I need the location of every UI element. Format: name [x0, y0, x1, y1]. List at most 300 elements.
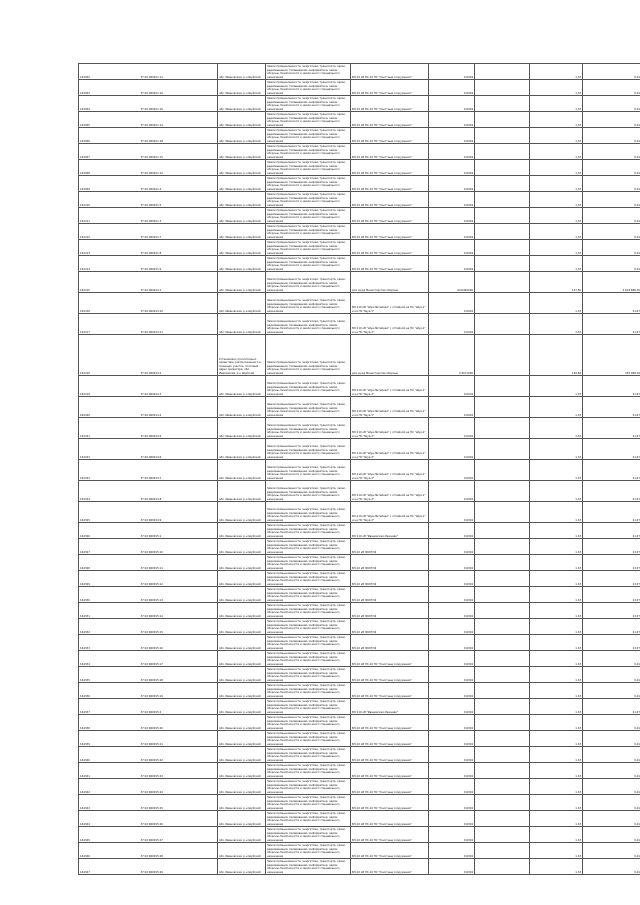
permitted-use: ВЛ-10 кВ ПС-10 ПС "Очистные сооружения"	[351, 715, 429, 731]
permitted-use: ВЛ-10 кВ ПС-10 ПС "Очистные сооружения"	[351, 843, 429, 859]
table-row	[79, 64, 640, 80]
permitted-use: ВЛ-10 кВ ПС-10 ПС "Очистные сооружения"	[351, 667, 429, 683]
value-3: 21,67	[583, 460, 640, 481]
value-1	[475, 731, 530, 747]
area: 0,0004	[429, 683, 475, 699]
permitted-use: ВЛ-10 кВ ПС-10 ПС "Очистные сооружения"	[351, 779, 429, 795]
table-row	[79, 397, 640, 418]
permitted-use: ВЛ-110 кВ "Шуя-Литейная" с отпайкой на ПС "Шуя-1" и на ПС "Шуя-3"	[351, 418, 429, 439]
address: обл. Ивановская, р-н Шуйский	[218, 555, 266, 571]
area: 0,0004	[429, 667, 475, 683]
value-1	[475, 160, 530, 176]
permitted-use: ВЛ-10 кВ ПС-10 ПС "Очистные сооружения"	[351, 827, 429, 843]
value-3: 0,01	[583, 715, 640, 731]
value-2: 1,33	[530, 256, 583, 272]
value-1	[475, 80, 530, 96]
land-category: Земли промышленности, энергетики, транспорта, связи, радиовещания, телевидения, информатики, земли обороны, безопасности и земли иного специального назначения	[266, 619, 351, 635]
address: обл. Ивановская, р-н Шуйский	[218, 667, 266, 683]
cadastral-number: 37:20:060911:12	[140, 160, 218, 176]
value-1	[475, 256, 530, 272]
row-id: 164340	[79, 747, 140, 763]
row-id: 164305	[79, 112, 140, 128]
land-category: Земли промышленности, энергетики, транспорта, связи, радиовещания, телевидения, информатики, земли обороны, безопасности и земли иного специального назначения	[266, 481, 351, 502]
cadastral-number: 37:20:060915:21	[140, 731, 218, 747]
area: 0,0004	[429, 96, 475, 112]
value-3: 21,67	[583, 397, 640, 418]
row-id: 164327	[79, 539, 140, 555]
value-1	[475, 587, 530, 603]
cadastral-number: 37:20:060911:18	[140, 128, 218, 144]
table-row	[79, 376, 640, 397]
table-row	[79, 439, 640, 460]
value-1	[475, 795, 530, 811]
permitted-use: ВЛ-110 кВ "Шуя-Литейная" с отпайкой на ПС "Шуя-1" и на ПС "Шуя-3"	[351, 376, 429, 397]
address: обл. Ивановская, р-н Шуйский	[218, 635, 266, 651]
value-2: 1,33	[530, 795, 583, 811]
area: 0,0004	[429, 795, 475, 811]
value-3: 13,57	[583, 555, 640, 571]
row-id: 164347	[79, 859, 140, 875]
cadastral-number: 37:20:060915:24	[140, 779, 218, 795]
permitted-use: ВЛ-110 кВ "Шуя-Литейная" с отпайкой на ПС "Шуя-1" и на ПС "Шуя-3"	[351, 439, 429, 460]
table-row	[79, 523, 640, 539]
table-row	[79, 571, 640, 587]
value-2: 1,33	[530, 192, 583, 208]
table-row	[79, 827, 640, 843]
value-1	[475, 335, 530, 376]
value-2: 1,33	[530, 128, 583, 144]
value-1	[475, 683, 530, 699]
table-row	[79, 112, 640, 128]
area: 0,0004	[429, 539, 475, 555]
address: обл. Ивановская, р-н Шуйский	[218, 859, 266, 875]
address: обл. Ивановская, р-н Шуйский	[218, 80, 266, 96]
cadastral-number: 37:20:060914:10	[140, 293, 218, 314]
row-id: 164307	[79, 144, 140, 160]
address: обл. Ивановская, р-н Шуйский	[218, 224, 266, 240]
table-row	[79, 460, 640, 481]
row-id: 164346	[79, 843, 140, 859]
cadastral-number: 37:20:060915:18	[140, 667, 218, 683]
land-category: Земли промышленности, энергетики, транспорта, связи, радиовещания, телевидения, информатики, земли обороны, безопасности и земли иного специального назначения	[266, 811, 351, 827]
area: 0,0004	[429, 128, 475, 144]
area: 0,0004	[429, 293, 475, 314]
value-3: 0,01	[583, 144, 640, 160]
permitted-use: ВЛ-10 кВ ПС-10 ПС "Очистные сооружения"	[351, 256, 429, 272]
value-2: 1,33	[530, 747, 583, 763]
table-row	[79, 272, 640, 293]
value-3: 355 998,04	[583, 335, 640, 376]
value-3: 0,01	[583, 811, 640, 827]
row-id: 164336	[79, 683, 140, 699]
land-category: Земли промышленности, энергетики, транспорта, связи, радиовещания, телевидения, информатики, земли обороны, безопасности и земли иного специального назначения	[266, 439, 351, 460]
row-id: 164302	[79, 64, 140, 80]
table-row	[79, 843, 640, 859]
area: 0,0004	[429, 715, 475, 731]
value-1	[475, 747, 530, 763]
value-3: 0,01	[583, 651, 640, 667]
area: 0,0004	[429, 603, 475, 619]
value-2: 137,56	[530, 272, 583, 293]
permitted-use: ВЛ-10 кВ Ф607/34	[351, 539, 429, 555]
cadastral-table	[78, 63, 640, 875]
address: обл. Ивановская, р-н Шуйский	[218, 747, 266, 763]
value-2: 1,33	[530, 843, 583, 859]
cadastral-number: 37:20:060915:2	[140, 699, 218, 715]
value-2: 1,33	[530, 667, 583, 683]
cadastral-number: 37:20:060915:25	[140, 795, 218, 811]
value-1	[475, 811, 530, 827]
address: обл. Ивановская, р-н Шуйский	[218, 439, 266, 460]
value-1	[475, 843, 530, 859]
land-category: Земли промышленности, энергетики, транспорта, связи, радиовещания, телевидения, информатики, земли обороны, безопасности и земли иного специального назначения	[266, 96, 351, 112]
cadastral-number: 37:20:060914:6	[140, 439, 218, 460]
permitted-use: ВЛ-10 кВ ПС-10 ПС "Очистные сооружения"	[351, 64, 429, 80]
value-3: 0,01	[583, 859, 640, 875]
land-category: Земли промышленности, энергетики, транспорта, связи, радиовещания, телевидения, информатики, земли обороны, безопасности и земли иного специального назначения	[266, 539, 351, 555]
value-1	[475, 96, 530, 112]
value-2: 1,33	[530, 779, 583, 795]
row-id: 164318	[79, 335, 140, 376]
value-1	[475, 539, 530, 555]
land-category: Земли промышленности, энергетики, транспорта, связи, радиовещания, телевидения, информатики, земли обороны, безопасности и земли иного специального назначения	[266, 795, 351, 811]
address: обл. Ивановская, р-н Шуйский	[218, 481, 266, 502]
value-1	[475, 619, 530, 635]
value-2: 1,33	[530, 64, 583, 80]
value-2: 1,33	[530, 160, 583, 176]
row-id: 164304	[79, 96, 140, 112]
row-id: 164328	[79, 555, 140, 571]
cadastral-number: 37:20:060915:12	[140, 571, 218, 587]
value-1	[475, 667, 530, 683]
area: 0,0004	[429, 699, 475, 715]
area: 0,0004	[429, 176, 475, 192]
row-id: 164321	[79, 418, 140, 439]
value-2: 1,33	[530, 811, 583, 827]
value-3: 0,01	[583, 160, 640, 176]
cadastral-number: 37:20:060915:22	[140, 747, 218, 763]
land-category: Земли промышленности, энергетики, транспорта, связи, радиовещания, телевидения, информатики, земли обороны, безопасности и земли иного специального назначения	[266, 240, 351, 256]
address: обл. Ивановская, р-н Шуйский	[218, 272, 266, 293]
table-row	[79, 635, 640, 651]
permitted-use: ВЛ-10 кВ ПС-10 ПС "Очистные сооружения"	[351, 112, 429, 128]
row-id: 164320	[79, 397, 140, 418]
cadastral-number: 37:20:060915:17	[140, 651, 218, 667]
cadastral-number: 37:20:060911:8	[140, 240, 218, 256]
value-3: 0,01	[583, 256, 640, 272]
row-id: 164315	[79, 272, 140, 293]
value-1	[475, 699, 530, 715]
area: 0,0004	[429, 80, 475, 96]
permitted-use: для нужд Министерства обороны	[351, 335, 429, 376]
permitted-use: ВЛ-10 кВ ПС-10 ПС "Очистные сооружения"	[351, 683, 429, 699]
value-3: 0,01	[583, 128, 640, 144]
row-id: 164317	[79, 314, 140, 335]
permitted-use: ВЛ-110 кВ "Шуя-Литейная" с отпайкой на ПС "Шуя-1" и на ПС "Шуя-3"	[351, 293, 429, 314]
table-row	[79, 859, 640, 875]
cadastral-number: 37:20:060915:27	[140, 827, 218, 843]
value-3: 13,57	[583, 571, 640, 587]
address: обл. Ивановская, р-н Шуйский	[218, 64, 266, 80]
value-3: 0,01	[583, 224, 640, 240]
value-2: 1,33	[530, 683, 583, 699]
row-id: 164343	[79, 795, 140, 811]
table-row	[79, 763, 640, 779]
value-2: 1,33	[530, 763, 583, 779]
value-3: 21,67	[583, 523, 640, 539]
value-2: 1,33	[530, 96, 583, 112]
address: обл. Ивановская, р-н Шуйский	[218, 192, 266, 208]
permitted-use: ВЛ-10 кВ ПС-10 ПС "Очистные сооружения"	[351, 763, 429, 779]
address: обл. Ивановская, р-н Шуйский	[218, 683, 266, 699]
area: 0,0004	[429, 460, 475, 481]
land-category: Земли промышленности, энергетики, транспорта, связи, радиовещания, телевидения, информатики, земли обороны, безопасности и земли иного специального назначения	[266, 293, 351, 314]
land-category: Земли промышленности, энергетики, транспорта, связи, радиовещания, телевидения, информатики, земли обороны, безопасности и земли иного специального назначения	[266, 335, 351, 376]
value-2: 1,33	[530, 523, 583, 539]
value-1	[475, 128, 530, 144]
area: 0,0004	[429, 571, 475, 587]
table-row	[79, 128, 640, 144]
land-category: Земли промышленности, энергетики, транспорта, связи, радиовещания, телевидения, информатики, земли обороны, безопасности и земли иного специального назначения	[266, 555, 351, 571]
table-row	[79, 224, 640, 240]
row-id: 164323	[79, 460, 140, 481]
address: обл. Ивановская, р-н Шуйский	[218, 715, 266, 731]
area: 0,0004	[429, 439, 475, 460]
row-id: 164324	[79, 481, 140, 502]
address: обл. Ивановская, р-н Шуйский	[218, 160, 266, 176]
permitted-use: ВЛ-10 кВ ПС-10 ПС "Очистные сооружения"	[351, 192, 429, 208]
value-2: 1,33	[530, 418, 583, 439]
land-category: Земли промышленности, энергетики, транспорта, связи, радиовещания, телевидения, информатики, земли обороны, безопасности и земли иного специального назначения	[266, 418, 351, 439]
cadastral-number: 37:20:060915:28	[140, 843, 218, 859]
address: обл. Ивановская, р-н Шуйский	[218, 314, 266, 335]
area: 0,0004	[429, 256, 475, 272]
cadastral-number: 37:20:060915:14	[140, 603, 218, 619]
row-id: 164341	[79, 763, 140, 779]
value-1	[475, 651, 530, 667]
value-1	[475, 272, 530, 293]
area: 0,0004	[429, 619, 475, 635]
row-id: 164313	[79, 240, 140, 256]
land-category: Земли промышленности, энергетики, транспорта, связи, радиовещания, телевидения, информатики, земли обороны, безопасности и земли иного специального назначения	[266, 144, 351, 160]
permitted-use: ВЛ-10 кВ Ф607/34	[351, 635, 429, 651]
value-2: 1,33	[530, 539, 583, 555]
value-2: 1,33	[530, 635, 583, 651]
cadastral-number: 37:20:060915:16	[140, 635, 218, 651]
value-3: 0,01	[583, 747, 640, 763]
permitted-use: ВЛ-10 кВ ПС-10 ПС "Очистные сооружения"	[351, 160, 429, 176]
permitted-use: ВЛ-110 кВ "Шуя-Литейная" с отпайкой на ПС "Шуя-1" и на ПС "Шуя-3"	[351, 481, 429, 502]
value-3: 21,67	[583, 502, 640, 523]
row-id: 164334	[79, 651, 140, 667]
value-2: 1,33	[530, 240, 583, 256]
cadastral-number: 37:20:060915:13	[140, 587, 218, 603]
cadastral-number: 37:20:060911:9	[140, 256, 218, 272]
land-category: Земли промышленности, энергетики, транспорта, связи, радиовещания, телевидения, информатики, земли обороны, безопасности и земли иного специального назначения	[266, 843, 351, 859]
value-1	[475, 112, 530, 128]
land-category: Земли промышленности, энергетики, транспорта, связи, радиовещания, телевидения, информатики, земли обороны, безопасности и земли иного специального назначения	[266, 779, 351, 795]
permitted-use: ВЛ-10 кВ ПС-10 ПС "Очистные сооружения"	[351, 176, 429, 192]
cadastral-number: 37:20:060915:15	[140, 619, 218, 635]
row-id: 164310	[79, 192, 140, 208]
table-row	[79, 240, 640, 256]
cadastral-number: 37:20:060914:8	[140, 481, 218, 502]
value-3: 0,01	[583, 96, 640, 112]
row-id: 164344	[79, 811, 140, 827]
address: обл. Ивановская, р-н Шуйский	[218, 502, 266, 523]
address: обл. Ивановская, р-н Шуйский	[218, 619, 266, 635]
area: 0,0004	[429, 502, 475, 523]
address: обл. Ивановская, р-н Шуйский	[218, 112, 266, 128]
land-category: Земли промышленности, энергетики, транспорта, связи, радиовещания, телевидения, информатики, земли обороны, безопасности и земли иного специального назначения	[266, 859, 351, 875]
value-2: 1,33	[530, 731, 583, 747]
row-id: 164325	[79, 502, 140, 523]
area: 0,0004	[429, 779, 475, 795]
cadastral-number: 37:20:060914:9	[140, 502, 218, 523]
land-category: Земли промышленности, энергетики, транспорта, связи, радиовещания, телевидения, информатики, земли обороны, безопасности и земли иного специального назначения	[266, 683, 351, 699]
value-2: 1,33	[530, 481, 583, 502]
table-row	[79, 192, 640, 208]
value-2: 1,33	[530, 827, 583, 843]
table-row	[79, 587, 640, 603]
table-row	[79, 651, 640, 667]
land-category: Земли промышленности, энергетики, транспорта, связи, радиовещания, телевидения, информатики, земли обороны, безопасности и земли иного специального назначения	[266, 176, 351, 192]
value-2: 1,33	[530, 859, 583, 875]
value-1	[475, 523, 530, 539]
value-1	[475, 763, 530, 779]
cadastral-number: 37:20:060914:5	[140, 418, 218, 439]
land-category: Земли промышленности, энергетики, транспорта, связи, радиовещания, телевидения, информатики, земли обороны, безопасности и земли иного специального назначения	[266, 651, 351, 667]
value-2: 1,33	[530, 314, 583, 335]
area: 0,0004	[429, 859, 475, 875]
address: обл. Ивановская, р-н Шуйский	[218, 699, 266, 715]
land-category: Земли промышленности, энергетики, транспорта, связи, радиовещания, телевидения, информатики, земли обороны, безопасности и земли иного специального назначения	[266, 731, 351, 747]
area: 0,0004	[429, 523, 475, 539]
permitted-use: ВЛ-110 кВ "Шуя-Литейная" с отпайкой на ПС "Шуя-1" и на ПС "Шуя-3"	[351, 460, 429, 481]
land-category: Земли промышленности, энергетики, транспорта, связи, радиовещания, телевидения, информатики, земли обороны, безопасности и земли иного специального назначения	[266, 502, 351, 523]
table-row	[79, 699, 640, 715]
table-row	[79, 779, 640, 795]
row-id: 164308	[79, 160, 140, 176]
value-1	[475, 293, 530, 314]
value-2: 1,33	[530, 293, 583, 314]
value-1	[475, 555, 530, 571]
area: 0,0004	[429, 587, 475, 603]
table-row	[79, 293, 640, 314]
area: 0,0004	[429, 827, 475, 843]
permitted-use: ВЛ-10 кВ ПС-10 ПС "Очистные сооружения"	[351, 651, 429, 667]
row-id: 164316	[79, 293, 140, 314]
value-1	[475, 376, 530, 397]
land-category: Земли промышленности, энергетики, транспорта, связи, радиовещания, телевидения, информатики, земли обороны, безопасности и земли иного специального назначения	[266, 376, 351, 397]
area: 0,0004	[429, 240, 475, 256]
value-1	[475, 603, 530, 619]
address: обл. Ивановская, р-н Шуйский	[218, 128, 266, 144]
cadastral-number: 37:20:060911:7	[140, 224, 218, 240]
value-1	[475, 779, 530, 795]
address: обл. Ивановская, р-н Шуйский	[218, 571, 266, 587]
address: обл. Ивановская, р-н Шуйский	[218, 208, 266, 224]
land-category: Земли промышленности, энергетики, транспорта, связи, радиовещания, телевидения, информатики, земли обороны, безопасности и земли иного специального назначения	[266, 80, 351, 96]
value-2: 1,33	[530, 619, 583, 635]
land-category: Земли промышленности, энергетики, транспорта, связи, радиовещания, телевидения, информатики, земли обороны, безопасности и земли иного специального назначения	[266, 128, 351, 144]
value-2: 1,33	[530, 460, 583, 481]
value-2: 1,33	[530, 208, 583, 224]
land-category: Земли промышленности, энергетики, транспорта, связи, радиовещания, телевидения, информатики, земли обороны, безопасности и земли иного специального назначения	[266, 763, 351, 779]
cadastral-number: 37:20:060915:1	[140, 523, 218, 539]
value-1	[475, 635, 530, 651]
address: обл. Ивановская, р-н Шуйский	[218, 811, 266, 827]
cadastral-number: 37:20:060915:26	[140, 811, 218, 827]
permitted-use: ВЛ-10 кВ ПС-10 ПС "Очистные сооружения"	[351, 224, 429, 240]
value-2: 1,33	[530, 555, 583, 571]
value-3: 13,57	[583, 603, 640, 619]
table-row	[79, 555, 640, 571]
address: обл. Ивановская, р-н Шуйский	[218, 293, 266, 314]
land-category: Земли промышленности, энергетики, транспорта, связи, радиовещания, телевидения, информатики, земли обороны, безопасности и земли иного специального назначения	[266, 397, 351, 418]
address: обл. Ивановская, р-н Шуйский	[218, 460, 266, 481]
value-1	[475, 439, 530, 460]
permitted-use: ВЛ-110 кВ "Шуя-Литейная" с отпайкой на ПС "Шуя-1" и на ПС "Шуя-3"	[351, 397, 429, 418]
permitted-use: ВЛ-110 кВ "Шуя-Литейная" с отпайкой на ПС "Шуя-1" и на ПС "Шуя-3"	[351, 502, 429, 523]
land-category: Земли промышленности, энергетики, транспорта, связи, радиовещания, телевидения, информатики, земли обороны, безопасности и земли иного специального назначения	[266, 603, 351, 619]
row-id: 164329	[79, 571, 140, 587]
address: обл. Ивановская, р-н Шуйский	[218, 827, 266, 843]
address: обл. Ивановская, р-н Шуйский	[218, 651, 266, 667]
value-1	[475, 827, 530, 843]
table-row	[79, 619, 640, 635]
value-3: 21,67	[583, 439, 640, 460]
table-row	[79, 418, 640, 439]
address: обл. Ивановская, р-н Шуйский	[218, 587, 266, 603]
table-row	[79, 539, 640, 555]
value-3: 4 624 886,70	[583, 272, 640, 293]
value-2: 1,33	[530, 224, 583, 240]
address: обл. Ивановская, р-н Шуйский	[218, 539, 266, 555]
land-category: Земли промышленности, энергетики, транспорта, связи, радиовещания, телевидения, информатики, земли обороны, безопасности и земли иного специального назначения	[266, 256, 351, 272]
area: 2,5671000	[429, 335, 475, 376]
land-category: Земли промышленности, энергетики, транспорта, связи, радиовещания, телевидения, информатики, земли обороны, безопасности и земли иного специального назначения	[266, 827, 351, 843]
permitted-use: ВЛ-10 кВ Ф607/34	[351, 571, 429, 587]
value-1	[475, 224, 530, 240]
land-category: Земли промышленности, энергетики, транспорта, связи, радиовещания, телевидения, информатики, земли обороны, безопасности и земли иного специального назначения	[266, 699, 351, 715]
land-category: Земли промышленности, энергетики, транспорта, связи, радиовещания, телевидения, информатики, земли обороны, безопасности и земли иного специального назначения	[266, 64, 351, 80]
row-id: 164331	[79, 603, 140, 619]
value-1	[475, 314, 530, 335]
land-category: Земли промышленности, энергетики, транспорта, связи, радиовещания, телевидения, информатики, земли обороны, безопасности и земли иного специального назначения	[266, 667, 351, 683]
row-id: 164306	[79, 128, 140, 144]
area: 0,0004	[429, 731, 475, 747]
address: обл. Ивановская, р-н Шуйский	[218, 376, 266, 397]
area: 0,0004	[429, 192, 475, 208]
area: 0,0004	[429, 314, 475, 335]
address: обл. Ивановская, р-н Шуйский	[218, 763, 266, 779]
address: обл. Ивановская, р-н Шуйский	[218, 795, 266, 811]
cadastral-number: 37:20:060911:5	[140, 192, 218, 208]
value-3: 0,01	[583, 80, 640, 96]
value-2: 1,33	[530, 651, 583, 667]
cadastral-number: 37:20:060914:1	[140, 272, 218, 293]
value-3: 0,01	[583, 667, 640, 683]
row-id: 164332	[79, 619, 140, 635]
area: 0,0004	[429, 112, 475, 128]
value-1	[475, 208, 530, 224]
land-category: Земли промышленности, энергетики, транспорта, связи, радиовещания, телевидения, информатики, земли обороны, безопасности и земли иного специального назначения	[266, 747, 351, 763]
permitted-use: ВЛ-10 кВ Ф607/34	[351, 619, 429, 635]
land-category: Земли промышленности, энергетики, транспорта, связи, радиовещания, телевидения, информатики, земли обороны, безопасности и земли иного специального назначения	[266, 192, 351, 208]
cadastral-number: 37:20:060915:29	[140, 859, 218, 875]
value-3: 0,01	[583, 176, 640, 192]
